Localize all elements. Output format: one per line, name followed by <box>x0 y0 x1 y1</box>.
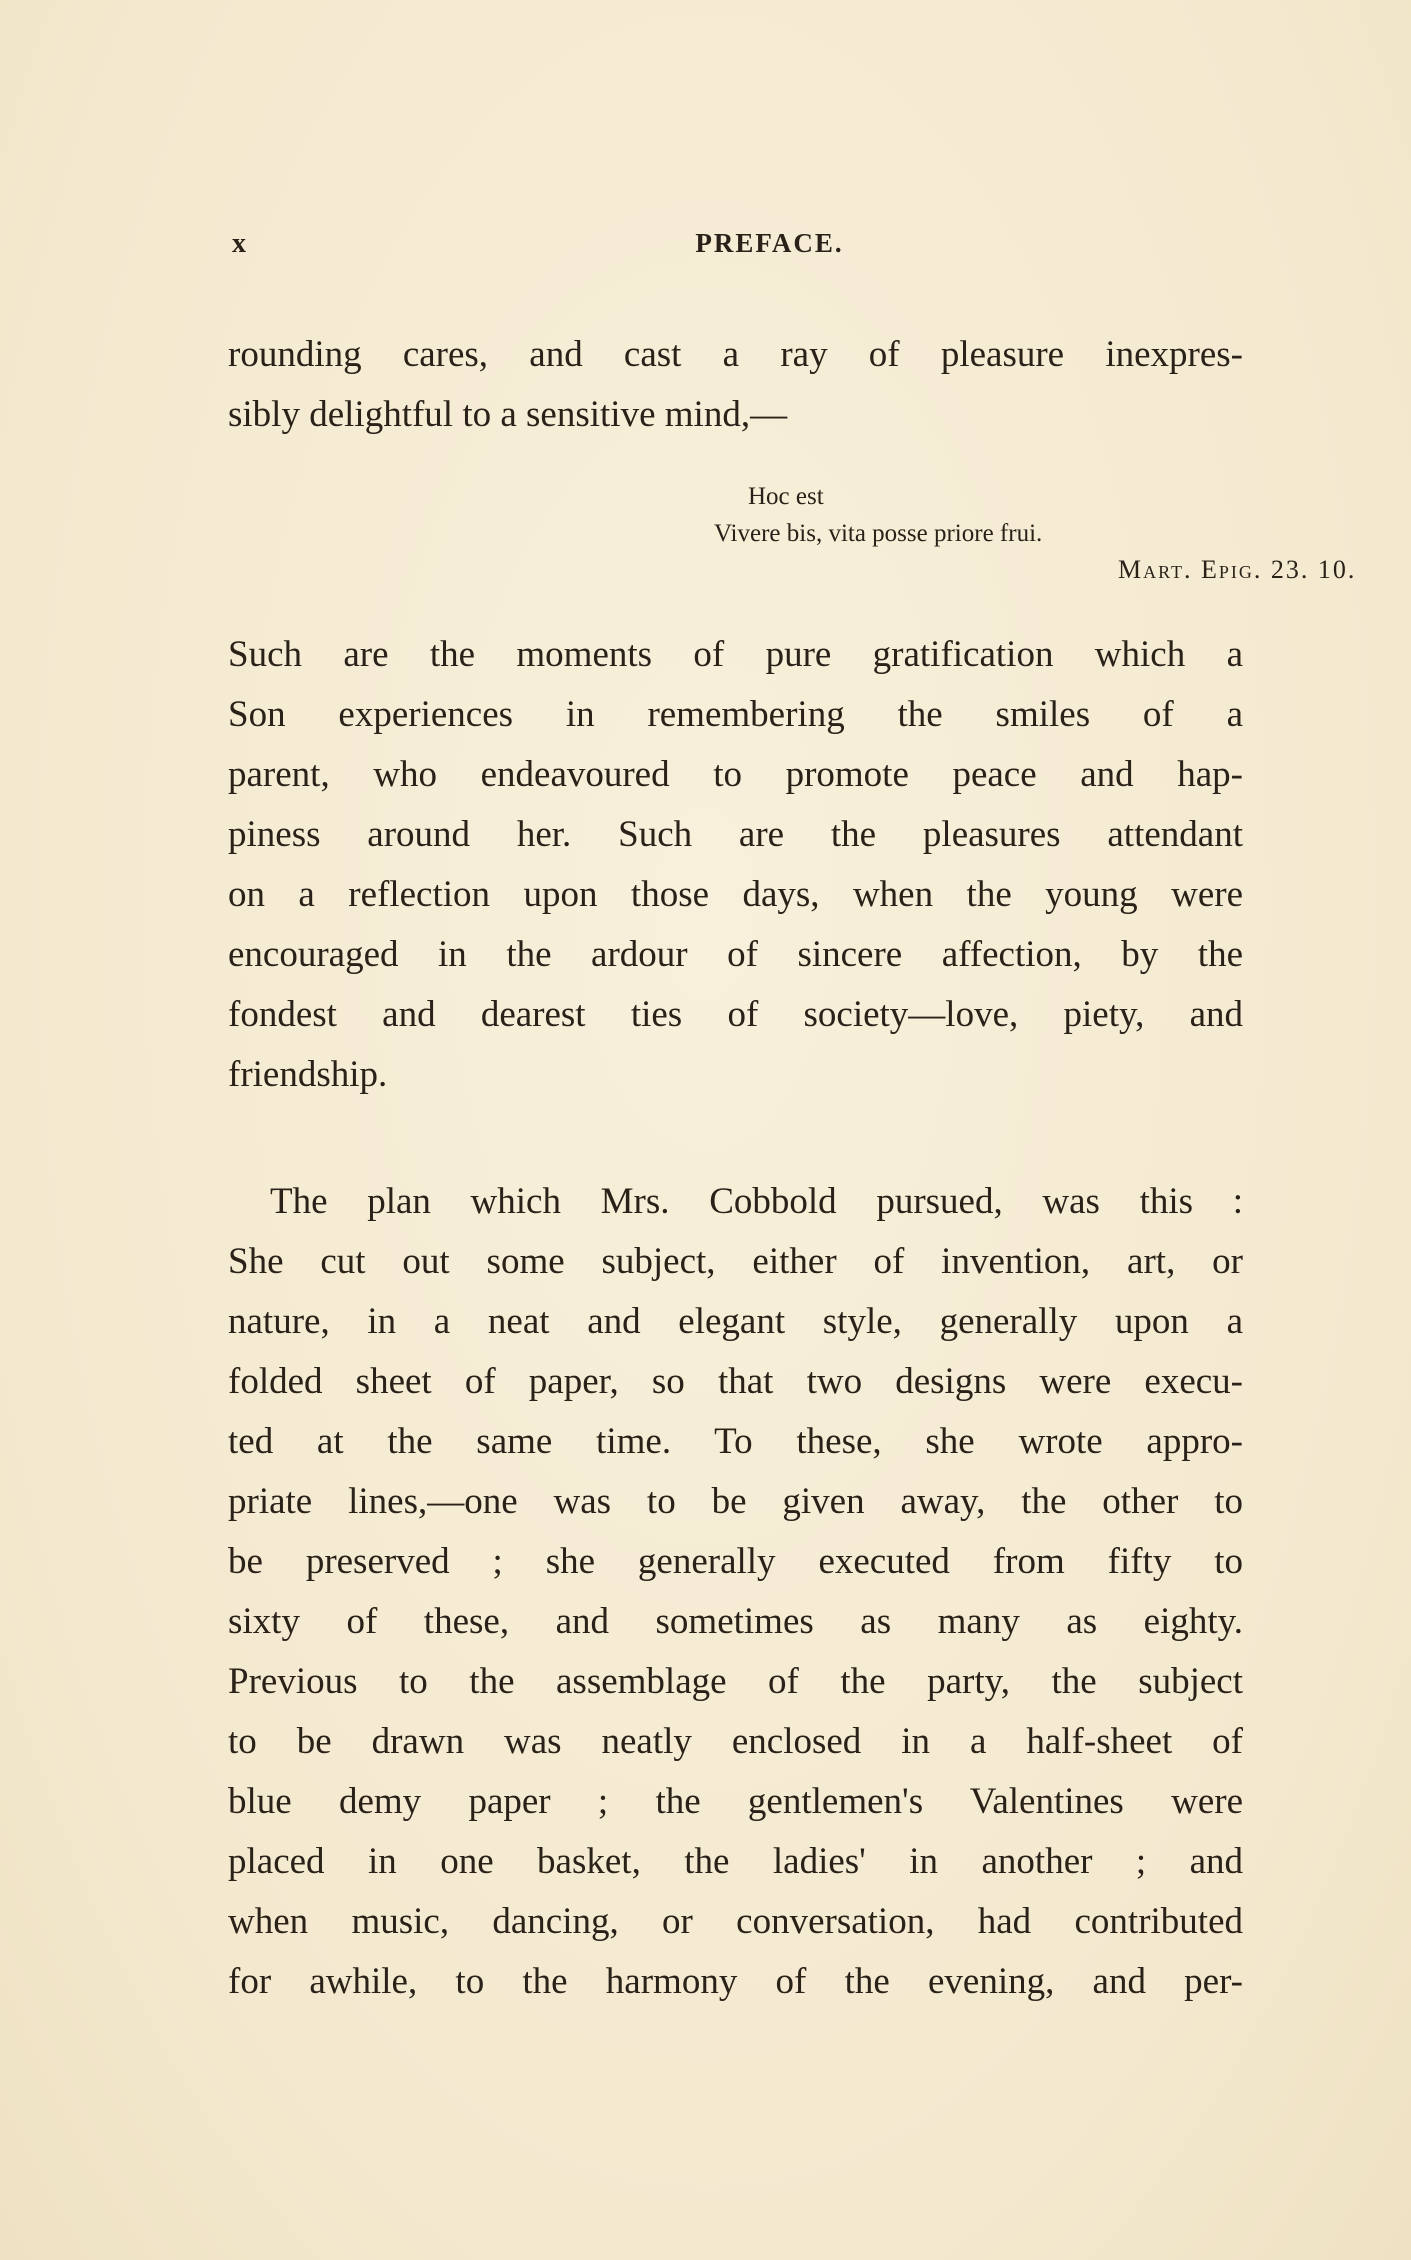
text-line: when music, dancing, or conversation, had contributed <box>228 1901 1243 1942</box>
text-line: friendship. <box>228 1054 388 1095</box>
text-line: ted at the same time. To these, she wrote appro- <box>228 1421 1243 1462</box>
text-line: encouraged in the ardour of sincere affection, by the <box>228 934 1243 975</box>
text-line: She cut out some subject, either of invention, art, or <box>228 1241 1243 1282</box>
quote-line: Hoc est <box>748 483 824 510</box>
text-line: Previous to the assemblage of the party, the subject <box>228 1661 1243 1702</box>
text-line: Son experiences in remembering the smiles of a <box>228 694 1243 735</box>
text-line: sibly delightful to a sensitive mind,— <box>228 394 788 435</box>
running-head <box>232 228 1247 268</box>
page-number: x <box>232 228 247 259</box>
text-line: piness around her. Such are the pleasures attendant <box>228 814 1243 855</box>
text-line: to be drawn was neatly enclosed in a half-sheet of <box>228 1721 1243 1762</box>
page-title: PREFACE. <box>695 228 844 258</box>
text-line: Such are the moments of pure gratification which a <box>228 634 1243 675</box>
paragraph-1 <box>228 325 1243 445</box>
text-line: folded sheet of paper, so that two designs were execu- <box>228 1361 1243 1402</box>
text-line: rounding cares, and cast a ray of pleasure inexpres- <box>228 334 1243 375</box>
text-line: placed in one basket, the ladies' in another ; and <box>228 1841 1243 1882</box>
text-line: nature, in a neat and elegant style, generally upon a <box>228 1301 1243 1342</box>
quote-line: Vivere bis, vita posse priore frui. <box>714 520 1043 547</box>
text-line: The plan which Mrs. Cobbold pursued, was this : <box>270 1181 1243 1222</box>
text-line: priate lines,—one was to be given away, the other to <box>228 1481 1243 1522</box>
paragraph-2 <box>228 625 1243 1105</box>
text-line: fondest and dearest ties of society—love, piety, and <box>228 994 1243 1035</box>
text-line: for awhile, to the harmony of the evening, and per- <box>228 1961 1243 2002</box>
text-line: on a reflection upon those days, when the young were <box>228 874 1243 915</box>
text-line: parent, who endeavoured to promote peace and hap- <box>228 754 1243 795</box>
text-line: be preserved ; she generally executed from fifty to <box>228 1541 1243 1582</box>
text-line: sixty of these, and sometimes as many as eighty. <box>228 1601 1243 1642</box>
text-line: blue demy paper ; the gentlemen's Valentines were <box>228 1781 1243 1822</box>
paragraph-3 <box>228 1172 1243 2012</box>
quote-citation: Mart. Epig. 23. 10. <box>1118 555 1357 584</box>
